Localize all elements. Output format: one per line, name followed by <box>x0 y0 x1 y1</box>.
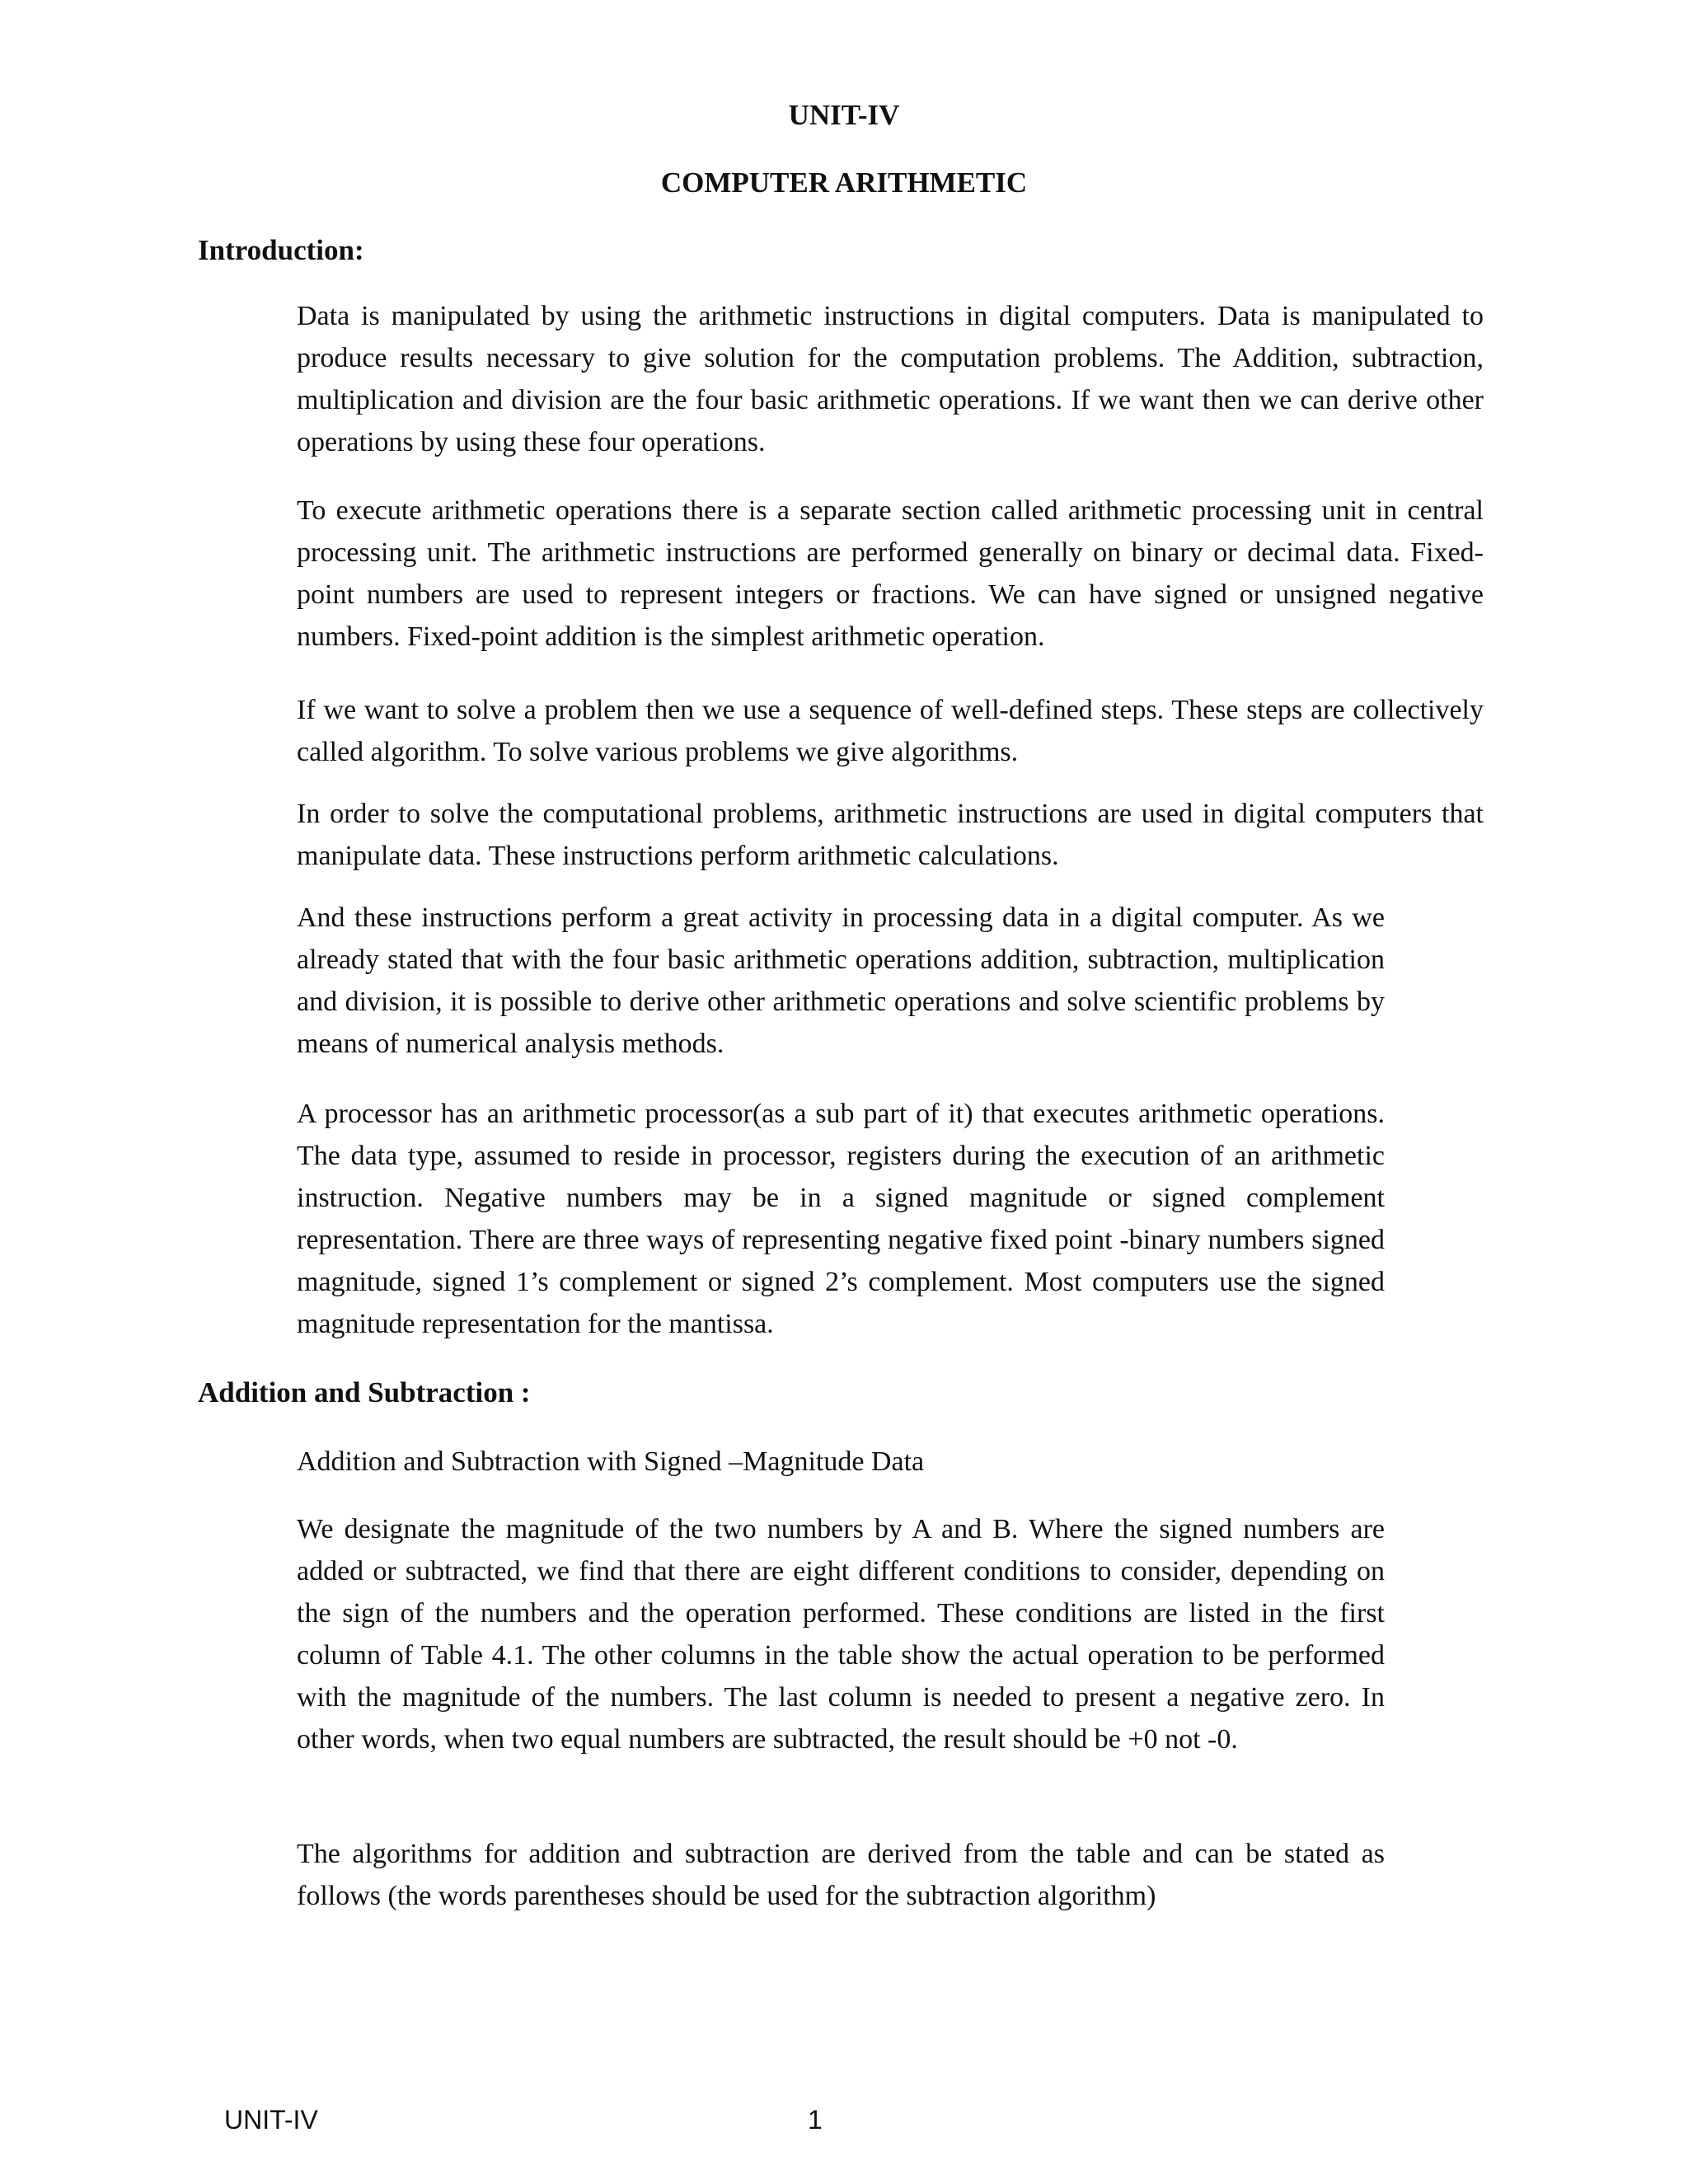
chapter-title: COMPUTER ARITHMETIC <box>660 166 1028 199</box>
addition-subtraction-heading: Addition and Subtraction : <box>198 1376 531 1408</box>
intro-paragraph-1: Data is manipulated by using the arithmetic instructions in digital computers. Data is manipulated to produce results necessary to give solution for the computation problems. The Addition, subtraction, multiplication and division are the four basic arithmetic operations. If we want then we can derive other operations by using these four operations. <box>297 301 1484 457</box>
intro-paragraph-5: And these instructions perform a great activity in processing data in a digital computer. As we already stated that with the four basic arithmetic operations addition, subtraction, multiplication and division, it is possible to derive other arithmetic operations and solve scientific problems by means of numerical analysis methods. <box>297 902 1385 1059</box>
footer-unit-label: UNIT-IV <box>224 2105 318 2135</box>
footer-page-number: 1 <box>808 2105 823 2135</box>
signed-magnitude-subheading: Addition and Subtraction with Signed –Magnitude Data <box>297 1446 925 1477</box>
intro-paragraph-3: If we want to solve a problem then we use a sequence of well-defined steps. These steps are collectively called algorithm. To solve various problems we give algorithms. <box>297 695 1484 767</box>
introduction-heading: Introduction: <box>198 234 364 266</box>
addsub-paragraph-1: We designate the magnitude of the two numbers by A and B. Where the signed numbers are added or subtracted, we find that there are eight different conditions to consider, depending on the sign of the numbers and the operation performed. These conditions are listed in the first column of Table 4.1. The other columns in the table show the actual operation to be performed with the magnitude of the numbers. The last column is needed to present a negative zero. In other words, when two equal numbers are subtracted, the result should be +0 not -0. <box>297 1514 1385 1755</box>
addsub-paragraph-2: The algorithms for addition and subtraction are derived from the table and can be stated as follows (the words parentheses should be used for the subtraction algorithm) <box>297 1839 1385 1911</box>
unit-title: UNIT-IV <box>788 99 900 131</box>
intro-paragraph-2: To execute arithmetic operations there is a separate section called arithmetic processing unit in central processing unit. The arithmetic instructions are performed generally on binary or decimal data. Fixed-point numbers are used to represent integers or fractions. We can have signed or unsigned negative numbers. Fixed-point addition is the simplest arithmetic operation. <box>297 495 1484 652</box>
intro-paragraph-4: In order to solve the computational problems, arithmetic instructions are used in digital computers that manipulate data. These instructions perform arithmetic calculations. <box>297 799 1484 871</box>
intro-paragraph-6: A processor has an arithmetic processor(as a sub part of it) that executes arithmetic operations. The data type, assumed to reside in processor, registers during the execution of an arithmetic instruction. Negative numbers may be in a signed magnitude or signed complement representation. There are three ways of representing negative fixed point -binary numbers signed magnitude, signed 1’s complement or signed 2’s complement. Most computers use the signed magnitude representation for the mantissa. <box>297 1099 1385 1339</box>
